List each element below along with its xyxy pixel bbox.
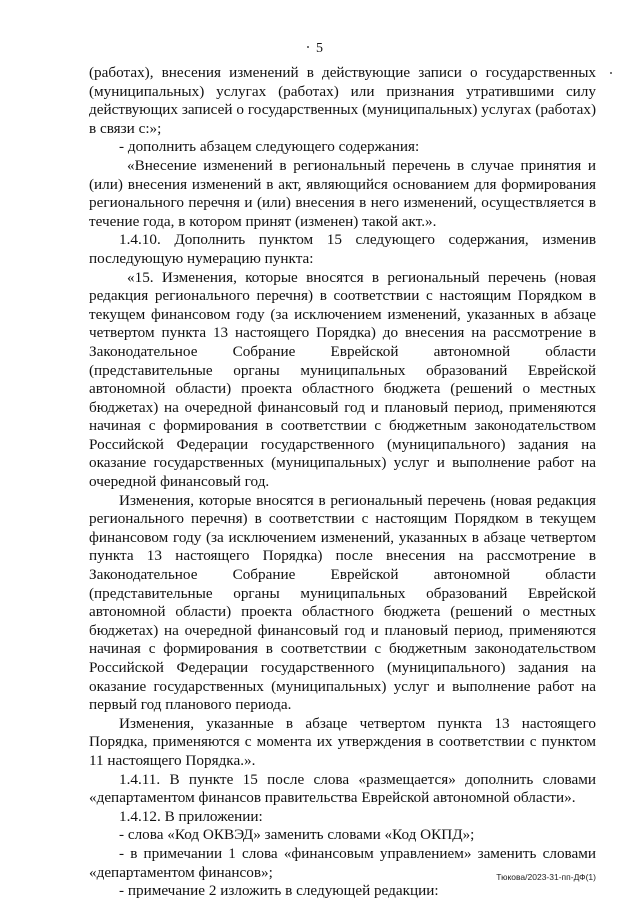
document-code: Тюкова/2023-31-пп-ДФ(1): [496, 872, 596, 882]
page-number: 5: [316, 41, 323, 56]
paragraph: - слова «Код ОКВЭД» заменить словами «Код ОКПД»;: [119, 826, 475, 844]
document-body: [89, 64, 596, 901]
paragraph: 1.4.10. Дополнить пунктом 15 следующего содержания, изменив последующую нумерацию пункта:: [89, 231, 596, 267]
paragraph: - в примечании 1 слова «финансовым управлением» заменить словами «департаментом финансов»;: [89, 844, 596, 881]
paragraph: - дополнить абзацем следующего содержания:: [119, 138, 420, 156]
paragraph: (работах), внесения изменений в действующие записи о государственных (муниципальных) услугах (работах) или признания утратившими силу действующих записей о государственных (муниципальных) услугах (работах) в связи с:»;: [89, 64, 596, 137]
paragraph: Изменения, указанные в абзаце четвертом пункта 13 настоящего Порядка, применяются с момента их утверждения в соответствии с пунктом 11 настоящего Порядка.».: [89, 714, 596, 769]
paragraph: «Внесение изменений в региональный перечень в случае принятия и (или) внесения изменений в акт, являющийся основанием для формирования регионального перечня и (или) внесения в него изменений, осуществляется в течение года, в котором принят (изменен) такой акт.».: [89, 156, 596, 230]
paragraph: «15. Изменения, которые вносятся в региональный перечень (новая редакция регионального перечня) в соответствии с настоящим Порядком в текущем финансовом году (за исключением изменений, указанных в абзаце четвертом пункта 13 настоящего Порядка) до внесения на рассмотрение в Законодательное Собрание Еврейской автономной области (представительные органы муниципальных образований Еврейской автономной области) проекта областного бюджета (решений о местных бюджетах) на очередной финансовый год и плановый период, применяются начиная с формирования в соответствии с бюджетным законодательством Российской Федерации государственного (муниципального) задания на оказание государственных (муниципальных) услуг и выполнение работ на очередной финансовый год.: [89, 268, 596, 491]
paragraph: - примечание 2 изложить в следующей редакции:: [119, 882, 439, 900]
scan-speck: [610, 72, 612, 74]
paragraph: 1.4.12. В приложении:: [119, 807, 263, 825]
paragraph: Изменения, которые вносятся в региональный перечень (новая редакция регионального перечня) в соответствии с настоящим Порядком в текущем финансовом году (за исключением изменений, указанных в абзаце четвертом пункта 13 настоящего Порядка) после внесения на рассмотрение в Законодательное Собрание Еврейской автономной области (представительные органы муниципальных образований Еврейской автономной области) проекта областного бюджета (решений о местных бюджетах) на очередной финансовый год и плановый период, применяются начиная с формирования в соответствии с бюджетным законодательством Российской Федерации государственного (муниципального) задания на оказание государственных (муниципальных) услуг и выполнение работ на первый год планового периода.: [89, 491, 596, 714]
paragraph: 1.4.11. В пункте 15 после слова «размещается» дополнить словами «департаментом финансов правительства Еврейской автономной области».: [89, 770, 596, 807]
